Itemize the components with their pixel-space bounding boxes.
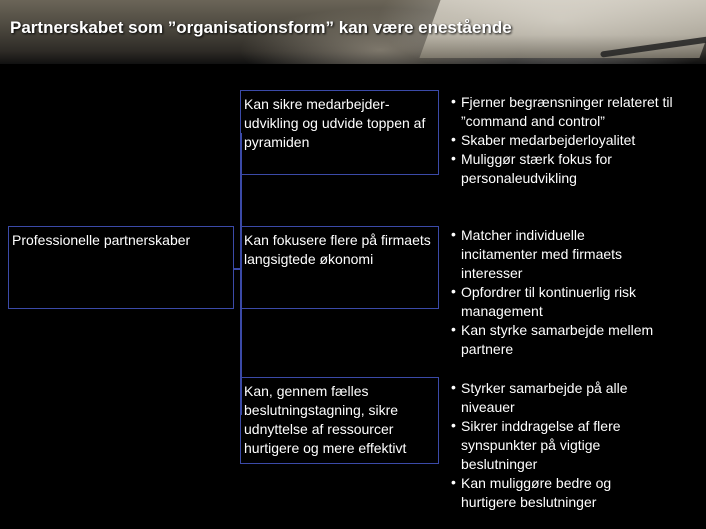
bullet-list-1 bbox=[451, 93, 696, 188]
bullet-item: • Sikrer inddragelse af flere synspunkter på vigtige beslutninger bbox=[451, 417, 656, 474]
slide-title: Partnerskabet som ”organisationsform” kan være enestående bbox=[10, 18, 512, 37]
branch-label-1: Kan sikre medarbejder-udvikling og udvide toppen af pyramiden bbox=[244, 96, 426, 150]
bullet-list-3 bbox=[451, 379, 656, 512]
branch-label-2: Kan fokusere flere på firmaets langsigtede økonomi bbox=[244, 232, 431, 267]
branch-box-3 bbox=[240, 377, 439, 464]
root-label: Professionelle partnerskaber bbox=[12, 232, 191, 248]
bullet-item: • Matcher individuelle incitamenter med firmaets interesser bbox=[451, 226, 656, 283]
bullet-item: • Kan styrke samarbejde mellem partnere bbox=[451, 321, 656, 359]
bullet-item: • Muliggør stærk fokus for personaleudvikling bbox=[451, 150, 696, 188]
bullet-item: • Styrker samarbejde på alle niveauer bbox=[451, 379, 656, 417]
root-box bbox=[8, 226, 234, 309]
branch-box-2 bbox=[240, 226, 439, 309]
bullet-item: • Fjerner begrænsninger relateret til ”command and control” bbox=[451, 93, 696, 131]
bullet-list-2 bbox=[451, 226, 656, 359]
branch-label-3: Kan, gennem fælles beslutningstagning, sikre udnyttelse af ressourcer hurtigere og mere effektivt bbox=[244, 383, 407, 456]
bullet-item: • Skaber medarbejderloyalitet bbox=[451, 131, 696, 150]
bullet-item: • Opfordrer til kontinuerlig risk management bbox=[451, 283, 656, 321]
branch-box-1 bbox=[240, 90, 439, 175]
bullet-item: • Kan muliggøre bedre og hurtigere beslutninger bbox=[451, 474, 656, 512]
header-banner bbox=[0, 0, 706, 64]
